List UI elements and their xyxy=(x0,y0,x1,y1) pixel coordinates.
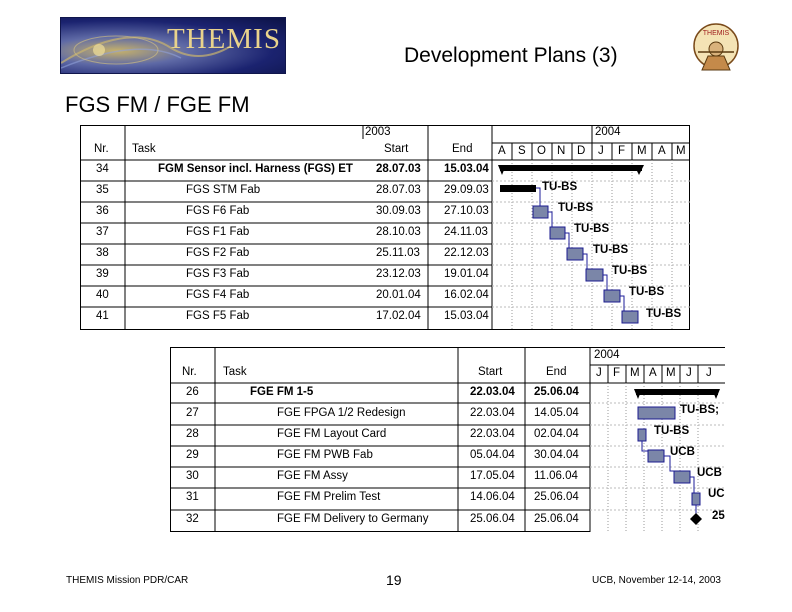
month-label: A xyxy=(658,145,666,157)
row-start: 14.06.04 xyxy=(470,491,515,503)
themis-logo-banner xyxy=(60,17,286,74)
row-start: 23.12.03 xyxy=(376,268,421,280)
row-task: FGS F5 Fab xyxy=(186,310,250,322)
row-nr: 30 xyxy=(186,470,199,482)
task-bar-40 xyxy=(604,290,620,302)
row-end: 16.02.04 xyxy=(444,289,489,301)
row-task: FGS F6 Fab xyxy=(186,205,250,217)
row-task: FGS F4 Fab xyxy=(186,289,250,301)
task-bar-27 xyxy=(638,407,675,419)
row-nr: 28 xyxy=(186,428,199,440)
resource-label: TU-BS xyxy=(646,308,682,320)
col-end-header: End xyxy=(546,366,567,378)
row-end: 14.05.04 xyxy=(534,407,579,419)
row-nr: 38 xyxy=(96,247,109,259)
row-task: FGE FM Layout Card xyxy=(277,428,387,440)
gantt-grid xyxy=(170,347,725,532)
row-nr: 41 xyxy=(96,310,109,322)
row-end: 22.12.03 xyxy=(444,247,489,259)
year-2003-label: 2003 xyxy=(365,126,391,138)
milestone-32 xyxy=(690,513,702,525)
row-end: 15.03.04 xyxy=(444,163,489,175)
row-task: FGS STM Fab xyxy=(186,184,261,196)
month-label: M xyxy=(666,367,676,379)
row-nr: 26 xyxy=(186,386,199,398)
row-nr: 36 xyxy=(96,205,109,217)
row-start: 05.04.04 xyxy=(470,449,515,461)
month-label: A xyxy=(649,367,657,379)
month-label: M xyxy=(676,145,686,157)
row-end: 30.04.04 xyxy=(534,449,579,461)
row-end: 15.03.04 xyxy=(444,310,489,322)
month-label: J xyxy=(598,145,604,157)
row-task: FGM Sensor incl. Harness (FGS) ET xyxy=(158,163,353,175)
row-start: 17.05.04 xyxy=(470,470,515,482)
resource-label: TU-BS; xyxy=(680,404,719,416)
row-end: 29.09.03 xyxy=(444,184,489,196)
footer-left: THEMIS Mission PDR/CAR xyxy=(66,575,189,586)
row-nr: 35 xyxy=(96,184,109,196)
row-nr: 29 xyxy=(186,449,199,461)
row-end: 25.06.04 xyxy=(534,491,579,503)
row-task: FGS F2 Fab xyxy=(186,247,250,259)
row-nr: 32 xyxy=(186,513,199,525)
row-nr: 31 xyxy=(186,491,199,503)
resource-label: TU-BS xyxy=(574,223,610,235)
year-2004-label: 2004 xyxy=(595,126,621,138)
row-end: 27.10.03 xyxy=(444,205,489,217)
slide-title: Development Plans (3) xyxy=(404,44,618,67)
resource-label: UC xyxy=(708,488,725,500)
month-label: M xyxy=(630,367,640,379)
resource-label: TU-BS xyxy=(593,244,629,256)
col-nr-header: Nr. xyxy=(94,143,109,155)
row-start: 22.03.04 xyxy=(470,386,515,398)
month-label: F xyxy=(618,145,626,157)
row-start: 25.06.04 xyxy=(470,513,515,525)
col-start-header: Start xyxy=(384,143,409,155)
resource-label: TU-BS xyxy=(654,425,690,437)
year-2004-label: 2004 xyxy=(594,349,620,361)
row-start: 28.10.03 xyxy=(376,226,421,238)
svg-text:THEMIS: THEMIS xyxy=(702,30,730,37)
task-bar-28 xyxy=(638,429,646,441)
section-subtitle: FGS FM / FGE FM xyxy=(65,92,250,117)
task-bar-39 xyxy=(586,269,603,281)
row-task: FGE FM Prelim Test xyxy=(277,491,381,503)
row-task: FGS F1 Fab xyxy=(186,226,250,238)
col-nr-header: Nr. xyxy=(182,366,197,378)
gantt-chart-fge xyxy=(170,347,725,532)
month-label: N xyxy=(557,145,566,157)
resource-label: TU-BS xyxy=(542,181,578,193)
row-task: FGE FM Delivery to Germany xyxy=(277,513,429,525)
row-task: FGE FPGA 1/2 Redesign xyxy=(277,407,406,419)
col-task-header: Task xyxy=(223,366,247,378)
row-start: 28.07.03 xyxy=(376,184,421,196)
col-end-header: End xyxy=(452,143,473,155)
row-start: 30.09.03 xyxy=(376,205,421,217)
month-label: J xyxy=(686,367,692,379)
month-label: D xyxy=(577,145,586,157)
page-number: 19 xyxy=(386,572,402,588)
task-bar-41 xyxy=(622,311,638,323)
footer-right: UCB, November 12-14, 2003 xyxy=(592,575,721,586)
task-bar-37 xyxy=(550,227,565,239)
summary-bar xyxy=(636,389,718,395)
gantt-chart-fgs xyxy=(80,125,690,330)
month-label: J xyxy=(596,367,602,379)
row-end: 02.04.04 xyxy=(534,428,579,440)
resource-label: TU-BS xyxy=(629,286,665,298)
task-bar-30 xyxy=(674,471,690,483)
task-bar-29 xyxy=(648,450,664,462)
row-start: 25.11.03 xyxy=(376,247,420,259)
month-label: J xyxy=(706,367,712,379)
row-start: 17.02.04 xyxy=(376,310,421,322)
task-bar-36 xyxy=(533,206,548,218)
row-end: 11.06.04 xyxy=(534,470,578,482)
row-nr: 40 xyxy=(96,289,109,301)
row-task: FGS F3 Fab xyxy=(186,268,250,280)
task-bar-38 xyxy=(567,248,583,260)
month-label: S xyxy=(518,145,526,157)
row-nr: 37 xyxy=(96,226,109,238)
logo-text: THEMIS xyxy=(167,23,281,55)
resource-label: UCB xyxy=(670,446,695,458)
row-end: 24.11.03 xyxy=(444,226,488,238)
resource-label: TU-BS xyxy=(558,202,594,214)
month-label: A xyxy=(498,145,506,157)
row-task: FGE FM Assy xyxy=(277,470,348,482)
task-bar-35 xyxy=(500,185,536,192)
summary-bar xyxy=(500,165,642,171)
month-label: M xyxy=(637,145,647,157)
resource-label: 25 xyxy=(712,510,725,522)
row-nr: 27 xyxy=(186,407,199,419)
month-label: F xyxy=(613,367,621,379)
themis-mascot-logo xyxy=(690,22,742,80)
resource-label: TU-BS xyxy=(612,265,648,277)
row-nr: 39 xyxy=(96,268,109,280)
row-end: 19.01.04 xyxy=(444,268,489,280)
row-start: 22.03.04 xyxy=(470,428,515,440)
col-task-header: Task xyxy=(132,143,156,155)
row-end: 25.06.04 xyxy=(534,386,579,398)
row-end: 25.06.04 xyxy=(534,513,579,525)
row-nr: 34 xyxy=(96,163,109,175)
row-task: FGE FM PWB Fab xyxy=(277,449,373,461)
row-start: 28.07.03 xyxy=(376,163,421,175)
month-label: O xyxy=(537,145,546,157)
row-start: 20.01.04 xyxy=(376,289,421,301)
task-bar-31 xyxy=(692,493,700,505)
row-start: 22.03.04 xyxy=(470,407,515,419)
col-start-header: Start xyxy=(478,366,503,378)
row-task: FGE FM 1-5 xyxy=(250,386,314,398)
resource-label: UCB xyxy=(697,467,722,479)
